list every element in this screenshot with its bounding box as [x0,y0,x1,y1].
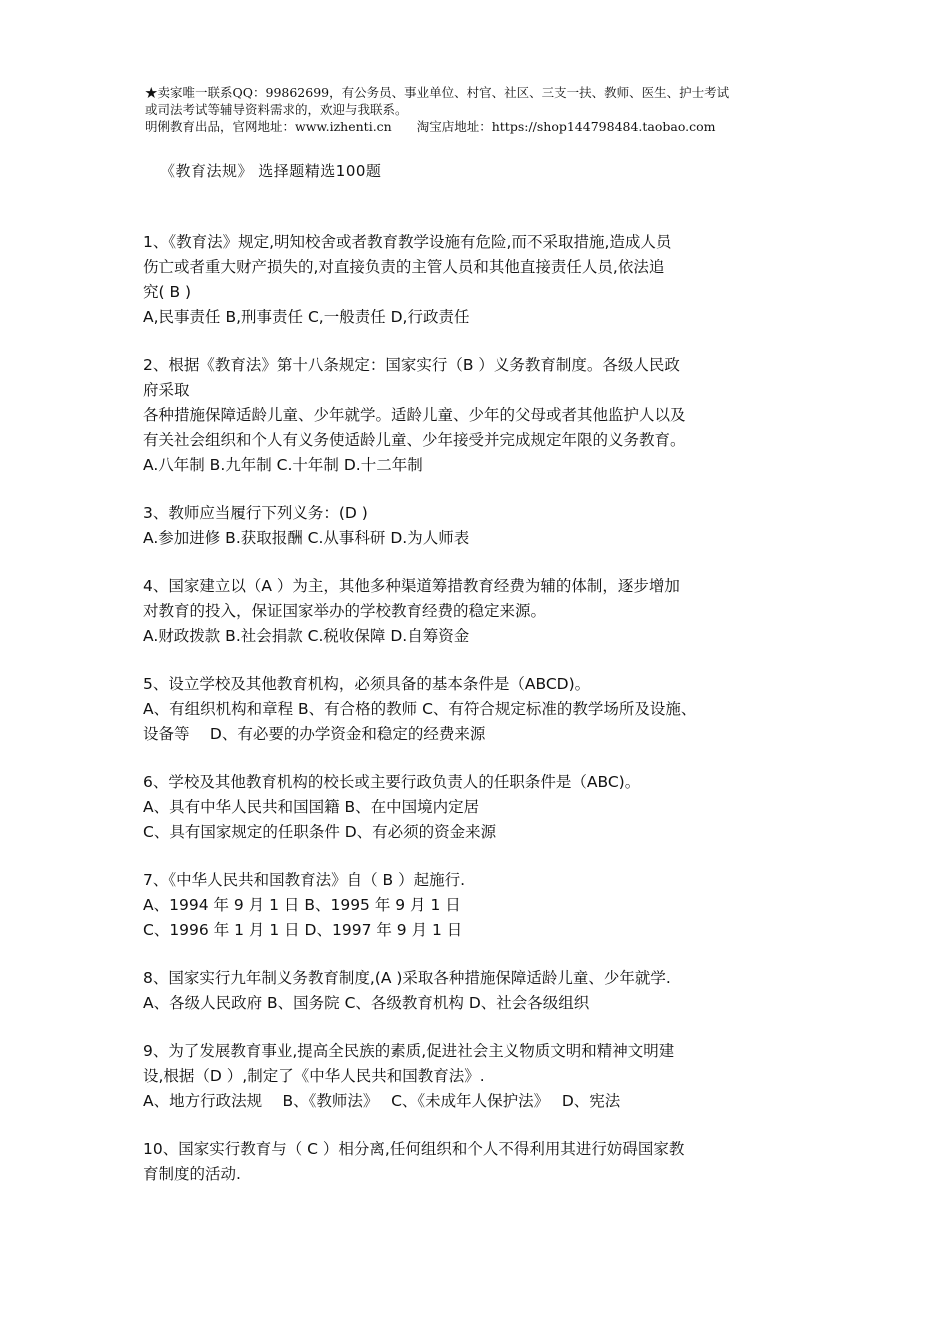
question-4 [143,574,805,649]
question-9 [143,1039,805,1114]
question-text-line: 5、设立学校及其他教育机构，必须具备的基本条件是（ABCD)。 [143,675,591,693]
question-text-line: 对教育的投入，保证国家举办的学校教育经费的稳定来源。 [143,602,547,620]
question-text-line: 究( B ) [143,283,192,301]
seller-header [145,84,805,135]
document-title: 《教育法规》 选择题精选100题 [160,162,382,180]
question-text-line: 7、《中华人民共和国教育法》自（ B ）起施行. [143,871,466,889]
question-text-line: A、各级人民政府 B、国务院 C、各级教育机构 D、社会各级组织 [143,994,590,1012]
question-text-line: A、1994 年 9 月 1 日 B、1995 年 9 月 1 日 [143,896,461,914]
header-line: ★卖家唯一联系QQ：99862699，有公务员、事业单位、村官、社区、三支一扶、教师、医生、护士考试 [145,85,730,100]
header-line: 明俐教育出品，官网地址：www.izhenti.cn 淘宝店地址：https://shop144798484.taobao.com [145,119,716,134]
question-text-line: 9、为了发展教育事业,提高全民族的素质,促进社会主义物质文明和精神文明建 [143,1042,675,1060]
question-text-line: A.参加进修 B.获取报酬 C.从事科研 D.为人师表 [143,529,470,547]
question-text-line: A.八年制 B.九年制 C.十年制 D.十二年制 [143,456,423,474]
question-text-line: A、具有中华人民共和国国籍 B、在中国境内定居 [143,798,480,816]
question-text-line: C、具有国家规定的任职条件 D、有必须的资金来源 [143,823,497,841]
question-8 [143,966,805,1016]
question-text-line: 6、学校及其他教育机构的校长或主要行政负责人的任职条件是（ABC)。 [143,773,641,791]
question-text-line: A.财政拨款 B.社会捐款 C.税收保障 D.自筹资金 [143,627,470,645]
header-line: 或司法考试等辅导资料需求的，欢迎与我联系。 [145,102,408,117]
question-text-line: 有关社会组织和个人有义务使适龄儿童、少年接受并完成规定年限的义务教育。 [143,431,686,449]
question-10 [143,1137,805,1187]
question-2 [143,353,805,478]
question-5 [143,672,805,747]
question-text-line: A、地方行政法规 B、《教师法》 C、《未成年人保护法》 D、宪法 [143,1092,621,1110]
question-list [143,230,805,1210]
question-text-line: 1、《教育法》规定,明知校舍或者教育教学设施有危险,而不采取措施,造成人员 [143,233,672,251]
question-text-line: 育制度的活动. [143,1165,241,1183]
question-text-line: A,民事责任 B,刑事责任 C,一般责任 D,行政责任 [143,308,470,326]
question-text-line: 伤亡或者重大财产损失的,对直接负责的主管人员和其他直接责任人员,依法追 [143,258,665,276]
question-3 [143,501,805,551]
question-7 [143,868,805,943]
question-text-line: 设,根据（D ）,制定了《中华人民共和国教育法》. [143,1067,485,1085]
question-text-line: 2、根据《教育法》第十八条规定：国家实行（B ）义务教育制度。各级人民政 [143,356,680,374]
question-text-line: 4、国家建立以（A ）为主，其他多种渠道筹措教育经费为辅的体制，逐步增加 [143,577,680,595]
question-text-line: A、有组织机构和章程 B、有合格的教师 C、有符合规定标准的教学场所及设施、 [143,700,697,718]
question-1 [143,230,805,330]
question-text-line: 10、国家实行教育与（ C ）相分离,任何组织和个人不得利用其进行妨碍国家教 [143,1140,685,1158]
question-text-line: 设备等 D、有必要的办学资金和稳定的经费来源 [143,725,486,743]
question-text-line: 府采取 [143,381,190,399]
question-6 [143,770,805,845]
question-text-line: 8、国家实行九年制义务教育制度,(A )采取各种措施保障适龄儿童、少年就学. [143,969,671,987]
question-text-line: 各种措施保障适龄儿童、少年就学。适龄儿童、少年的父母或者其他监护人以及 [143,406,686,424]
question-text-line: 3、教师应当履行下列义务：(D ) [143,504,368,522]
question-text-line: C、1996 年 1 月 1 日 D、1997 年 9 月 1 日 [143,921,463,939]
